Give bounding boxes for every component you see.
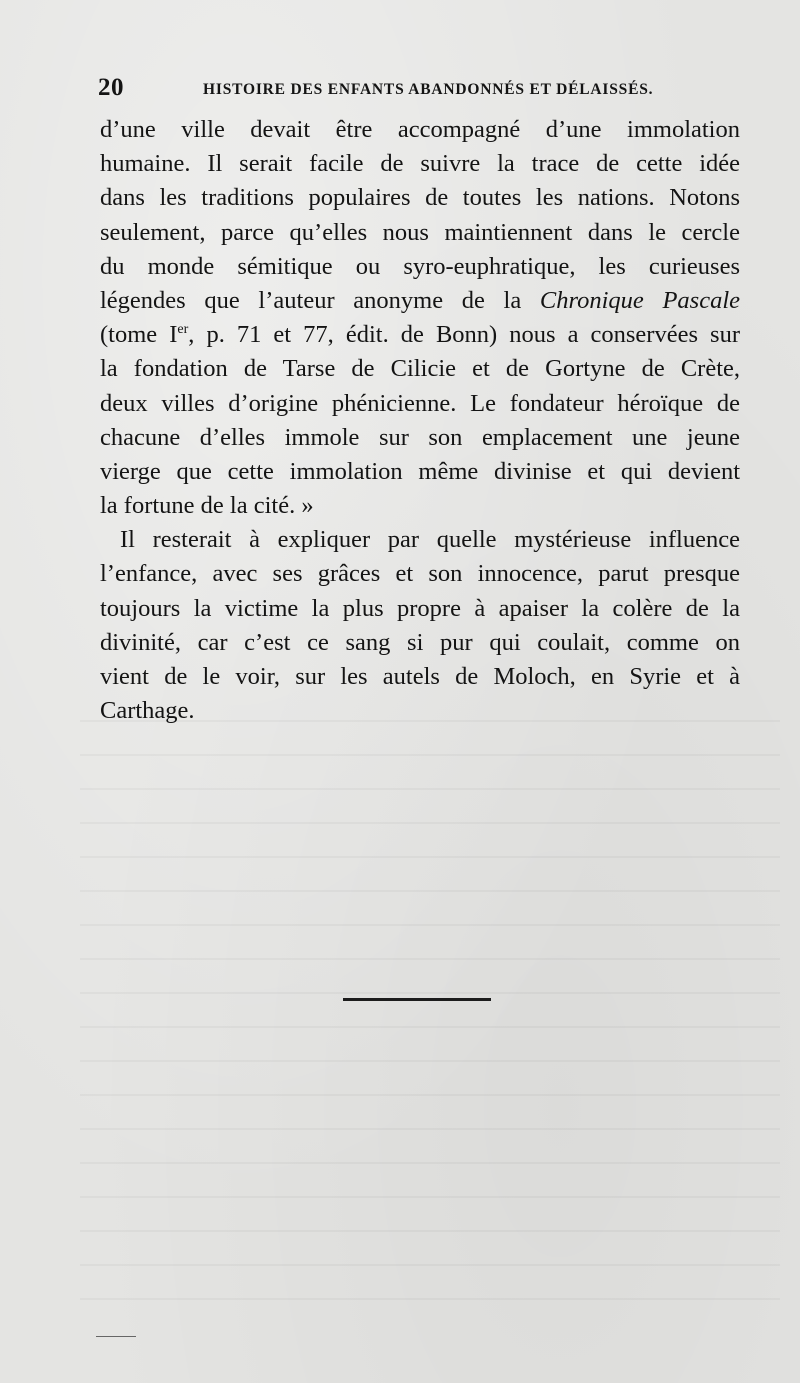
book-title-italic: Chronique Pascale [539,286,741,314]
text-line [100,318,740,352]
running-title: HISTOIRE DES ENFANTS ABANDONNÉS ET DÉLAISSÉS. [203,81,654,98]
text-line: vierge que cette immolation même divinise et qui devient [100,457,740,485]
text-line: du monde sémitique ou syro-euphratique, les curieuses [100,252,740,280]
text-line: Il resterait à expliquer par quelle mystérieuse influence [120,526,740,554]
superscript: er [177,321,189,337]
page-header [98,74,738,104]
text-line: humaine. Il serait facile de suivre la trace de cette idée [100,150,740,178]
text-line [100,284,740,318]
text-line: divinité, car c’est ce sang si pur qui coulait, comme on [100,628,740,656]
text-line: seulement, parce qu’elles nous maintiennent dans le cercle [100,218,740,246]
paragraph-1 [100,113,740,523]
text-segment: , p. 71 et 77, édit. de Bonn) nous a conservées sur [188,321,741,349]
text-line: toujours la victime la plus propre à apaiser la colère de la [100,594,740,622]
text-line: deux villes d’origine phénicienne. Le fondateur héroïque de [100,389,740,417]
text-line: chacune d’elles immole sur son emplacement une jeune [100,423,740,451]
text-line: la fondation de Tarse de Cilicie et de Gortyne de Crète, [100,355,740,383]
paragraph-2 [100,523,740,728]
show-through-texture [80,720,780,1320]
scan-mark [96,1336,136,1337]
text-line: dans les traditions populaires de toutes les nations. Notons [100,184,740,212]
text-line: Carthage. [100,697,195,725]
text-line: la fortune de la cité. » [100,492,314,520]
section-divider-rule [343,998,491,1001]
text-line: d’une ville devait être accompagné d’une immolation [100,116,740,143]
text-line: vient de le voir, sur les autels de Moloch, en Syrie et à [100,663,740,690]
text-segment: légendes que l’auteur anonyme de la [100,286,522,314]
page-number: 20 [98,74,124,101]
text-segment: (tome I [100,321,178,349]
body-text [100,113,740,728]
text-line: l’enfance, avec ses grâces et son innocence, parut presque [100,560,740,588]
